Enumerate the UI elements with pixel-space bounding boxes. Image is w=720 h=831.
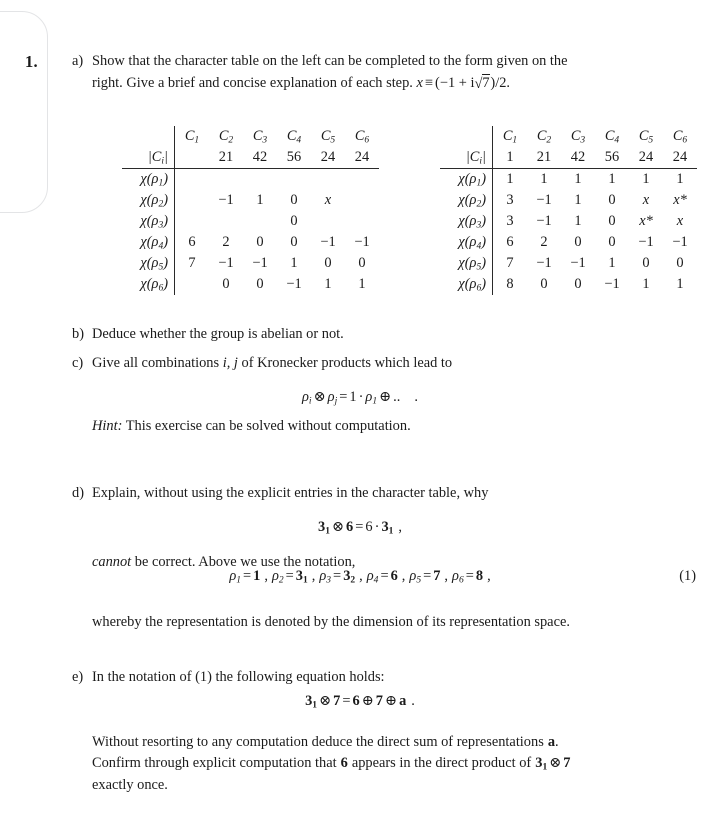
table-row-class-orders	[440, 147, 697, 169]
table-row	[122, 232, 379, 253]
part-c-text-pre: Give all combinations	[92, 355, 220, 371]
eq-e-period: .	[411, 693, 415, 709]
notation-value-6: 8	[475, 568, 484, 584]
left-row-label-6: $\chi(\rho_6)$	[122, 274, 175, 295]
left-cell-2-6	[345, 190, 379, 211]
x-def-close: )/2.	[490, 75, 511, 92]
part-a-line1: Show that the character table on the left can be completed to the form given on the	[92, 53, 568, 69]
left-cell-6-6: 1	[358, 275, 366, 292]
left-cell-6-4: −1	[286, 275, 302, 292]
left-row-label-3: $\chi(\rho_3)$	[122, 211, 175, 232]
part-c-body	[92, 354, 687, 373]
right-cell-6-5: 1	[642, 275, 650, 292]
right-cell-6-2: 0	[540, 275, 548, 292]
left-cell-6-5: 1	[324, 275, 332, 292]
cannot-emphasis: cannot	[92, 554, 132, 570]
left-row-label-1: $\chi(\rho_1)$	[122, 169, 175, 191]
otimes-icon: ⊗	[313, 389, 326, 405]
notation-sep-4: ,	[401, 568, 406, 584]
x-def-open: (−1 + i	[435, 75, 475, 92]
eq-e-rep7b: 7	[375, 693, 383, 709]
eq-e-rep6: 6	[352, 693, 360, 709]
eq-e-rep-a: a	[399, 693, 407, 709]
right-cell-1-2: 1	[540, 170, 548, 187]
left-cell-5-5: 0	[324, 254, 332, 271]
right-row-label-3: $\chi(\rho_3)$	[440, 211, 493, 232]
left-cell-4-6: −1	[354, 233, 370, 250]
right-cell-4-2: 2	[540, 233, 548, 250]
notation-eq-2: =	[285, 568, 294, 584]
left-cell-1-3	[243, 169, 277, 191]
closing-line1-post: .	[555, 734, 559, 750]
left-cell-4-4: 0	[290, 233, 298, 250]
class-header-right-c5: $C_5$	[638, 127, 654, 146]
notation-rho-6: $\rho_6$	[452, 568, 464, 586]
equation-kronecker-decomposition	[0, 388, 720, 407]
class-header-corner-right	[440, 126, 493, 147]
class-header-c1: $C_1$	[184, 127, 200, 146]
left-cell-5-4: 1	[290, 254, 298, 271]
right-cell-2-3: 1	[574, 191, 582, 208]
table-row	[122, 190, 379, 211]
left-cell-2-3: 1	[256, 191, 264, 208]
notation-eq-5: =	[423, 568, 432, 584]
closing-line-2	[92, 754, 687, 773]
notation-value-4: 6	[390, 568, 398, 584]
notation-eq-1: =	[243, 568, 252, 584]
variable-x: x	[416, 75, 423, 92]
table-row	[440, 190, 697, 211]
right-cell-3-1: 3	[506, 212, 514, 229]
left-row-label-4: $\chi(\rho_4)$	[122, 232, 175, 253]
equation-incorrect-kronecker	[0, 518, 720, 537]
left-cell-1-1	[175, 169, 210, 191]
class-order-label: $|C_i|$	[122, 147, 175, 169]
closing-block	[92, 733, 687, 795]
eq-d-rep6: 6	[346, 519, 354, 535]
left-cell-5-1: 7	[188, 254, 196, 271]
closing-line1-bold-a: a	[547, 734, 556, 750]
table-row	[440, 274, 697, 295]
table-row-class-orders	[122, 147, 379, 169]
class-header-c4: $C_4$	[286, 127, 302, 146]
left-cell-2-2: −1	[218, 191, 234, 208]
hint-text: This exercise can be solved without computation.	[125, 418, 411, 434]
hint-label: Hint:	[92, 418, 123, 434]
closing-line2-mid: appears in the direct product of	[351, 755, 532, 772]
right-cell-6-4: −1	[604, 275, 620, 292]
right-cell-1-1: 1	[506, 170, 514, 187]
equation-direct-sum	[0, 692, 720, 711]
left-cell-3-1	[175, 211, 210, 232]
eq-d-comma: ,	[398, 519, 402, 535]
notation-rho-4: $\rho_4$	[366, 568, 379, 586]
table-row	[440, 253, 697, 274]
eq-c-rho-1: $\rho_1$	[365, 389, 378, 407]
notation-rho-3: $\rho_3$	[319, 568, 332, 586]
class-header-right-c1: $C_1$	[502, 127, 518, 146]
incomplete-character-table	[122, 126, 379, 295]
right-order-c3: 42	[561, 147, 595, 169]
otimes-icon: ⊗	[319, 693, 332, 709]
equation-notation-definitions	[0, 567, 720, 586]
right-cell-3-2: −1	[536, 212, 552, 229]
left-cell-6-1	[175, 274, 210, 295]
left-cell-4-5: −1	[320, 233, 336, 250]
left-cell-3-3	[243, 211, 277, 232]
left-order-c3: 42	[243, 147, 277, 169]
right-order-c6: 24	[663, 147, 697, 169]
eq-c-rho-i: $\rho_i$	[302, 389, 312, 407]
class-header-right-c4: $C_4$	[604, 127, 620, 146]
oplus-icon: ⊕	[361, 693, 374, 709]
right-cell-4-3: 0	[574, 233, 582, 250]
right-order-c4: 56	[595, 147, 629, 169]
left-cell-1-4	[277, 169, 311, 191]
right-cell-4-4: 0	[608, 233, 616, 250]
left-order-c5: 24	[311, 147, 345, 169]
table-row	[122, 211, 379, 232]
sqrt-radical-icon: √	[474, 76, 483, 93]
left-order-c6: 24	[345, 147, 379, 169]
part-c-indices: i, j	[222, 355, 238, 371]
class-header-c5: $C_5$	[320, 127, 336, 146]
part-b-label: b)	[72, 326, 84, 342]
notation-rho-1: $\rho_1$	[229, 568, 241, 586]
notation-value-5: 7	[433, 568, 441, 584]
class-order-label-right: $|C_i|$	[440, 147, 493, 169]
cannot-rest: be correct. Above we use the notation,	[134, 554, 356, 570]
left-cell-2-1	[175, 190, 210, 211]
eq-c-rho-j: $\rho_j$	[327, 389, 338, 407]
part-e-label: e)	[72, 669, 84, 685]
notation-rho-5: $\rho_5$	[409, 568, 422, 586]
part-c-text-post: of Kronecker products which lead to	[241, 355, 453, 371]
notation-value-2: $3_1$	[295, 568, 308, 586]
right-cell-2-4: 0	[608, 191, 616, 208]
part-d-body: Explain, without using the explicit entries in the character table, why	[92, 485, 489, 501]
right-order-c5: 24	[629, 147, 663, 169]
closing-line2-pre: Confirm through explicit computation that	[92, 755, 337, 772]
table-row	[440, 211, 697, 232]
right-cell-5-6: 0	[676, 254, 684, 271]
closing-line-3: exactly once.	[92, 776, 168, 793]
right-order-c1: 1	[493, 147, 528, 169]
part-d-label: d)	[72, 485, 84, 501]
right-cell-2-2: −1	[536, 191, 552, 208]
right-cell-1-3: 1	[574, 170, 582, 187]
part-b	[72, 325, 687, 344]
oplus-icon: ⊕	[379, 389, 392, 405]
right-cell-1-6: 1	[676, 170, 684, 187]
part-d	[72, 484, 687, 503]
right-row-label-5: $\chi(\rho_5)$	[440, 253, 493, 274]
right-row-label-6: $\chi(\rho_6)$	[440, 274, 493, 295]
class-header-right-c2: $C_2$	[536, 127, 552, 146]
part-c	[72, 354, 687, 373]
right-cell-5-3: −1	[570, 254, 586, 271]
part-e	[72, 668, 687, 687]
left-cell-6-2: 0	[222, 275, 230, 292]
right-cell-4-1: 6	[506, 233, 514, 250]
otimes-icon: ⊗	[549, 755, 562, 772]
right-cell-6-3: 0	[574, 275, 582, 292]
notation-value-3: $3_2$	[343, 568, 356, 586]
left-row-label-2: $\chi(\rho_2)$	[122, 190, 175, 211]
class-header-right-c3: $C_3$	[570, 127, 586, 146]
eq-c-dot: ·	[358, 389, 364, 405]
left-cell-5-6: 0	[358, 254, 366, 271]
closing-line2-rep6: 6	[340, 755, 348, 772]
left-order-c1	[175, 147, 210, 169]
oplus-icon-2: ⊕	[385, 693, 398, 709]
sqrt-radicand: 7	[482, 75, 490, 92]
left-cell-3-4: 0	[290, 212, 298, 229]
right-cell-6-1: 8	[506, 275, 514, 292]
eq-c-coefficient: 1	[349, 389, 357, 405]
class-header-right-c6: $C_6$	[672, 127, 688, 146]
eq-d-equals: =	[355, 519, 364, 535]
notation-sep-5: ,	[444, 568, 449, 584]
table-row	[440, 169, 697, 191]
part-a	[72, 52, 687, 94]
left-cell-1-2	[209, 169, 243, 191]
left-order-c2: 21	[209, 147, 243, 169]
table-row	[122, 253, 379, 274]
right-cell-2-1: 3	[506, 191, 514, 208]
right-cell-5-5: 0	[642, 254, 650, 271]
left-cell-2-4: 0	[290, 191, 298, 208]
left-cell-4-2: 2	[222, 233, 230, 250]
table-row-class-headers	[122, 126, 379, 147]
right-cell-5-2: −1	[536, 254, 552, 271]
completed-character-table	[440, 126, 697, 295]
closing-line-1	[92, 733, 687, 752]
notation-value-1: 1	[253, 568, 261, 584]
right-cell-5-4: 1	[608, 254, 616, 271]
left-cell-3-5	[311, 211, 345, 232]
whereby-block: whereby the representation is denoted by the dimension of its representation space.	[92, 614, 570, 630]
left-cell-3-6	[345, 211, 379, 232]
right-cell-5-1: 7	[506, 254, 514, 271]
eq-e-rep3: $3_1$	[305, 693, 318, 711]
right-cell-1-4: 1	[608, 170, 616, 187]
right-cell-4-5: −1	[638, 233, 654, 250]
right-cell-4-6: −1	[672, 233, 688, 250]
table-row	[122, 169, 379, 191]
class-header-c2: $C_2$	[218, 127, 234, 146]
part-a-line2	[92, 74, 687, 93]
eq-c-ellipsis: ..	[393, 389, 401, 405]
notation-sep-1: ,	[264, 568, 268, 584]
eq-d-dot: ·	[374, 519, 380, 535]
left-cell-4-1: 6	[188, 233, 196, 250]
right-cell-2-6: x*	[673, 191, 687, 208]
eq-d-rhs-rep3: $3_1$	[381, 519, 394, 537]
left-cell-5-2: −1	[218, 254, 234, 271]
class-header-c6: $C_6$	[354, 127, 370, 146]
class-header-c3: $C_3$	[252, 127, 268, 146]
part-a-line2-text: right. Give a brief and concise explanation of each step.	[92, 75, 413, 92]
right-cell-3-3: 1	[574, 212, 582, 229]
table-row	[122, 274, 379, 295]
notation-sep-3: ,	[359, 568, 363, 584]
right-cell-6-6: 1	[676, 275, 684, 292]
closing-line1-pre: Without resorting to any computation deduce the direct sum of representations	[92, 734, 544, 750]
left-cell-1-5	[311, 169, 345, 191]
right-row-label-1: $\chi(\rho_1)$	[440, 169, 493, 191]
class-header-corner	[122, 126, 175, 147]
eq-c-equals: =	[339, 389, 348, 405]
closing-line2-rep3: $3_1$	[535, 755, 548, 774]
right-cell-3-4: 0	[608, 212, 616, 229]
eq-c-period: .	[414, 389, 418, 405]
left-cell-6-3: 0	[256, 275, 264, 292]
left-order-c4: 56	[277, 147, 311, 169]
right-order-c2: 21	[527, 147, 561, 169]
eq-e-equals: =	[342, 693, 351, 709]
part-c-label: c)	[72, 355, 84, 371]
right-row-label-2: $\chi(\rho_2)$	[440, 190, 493, 211]
part-a-body	[92, 52, 687, 94]
left-cell-5-3: −1	[252, 254, 268, 271]
otimes-icon: ⊗	[331, 519, 345, 535]
right-cell-2-5: x	[642, 191, 650, 208]
right-cell-1-5: 1	[642, 170, 650, 187]
notation-trailing: ,	[487, 568, 491, 584]
equation-number-1: (1)	[679, 568, 696, 584]
notation-eq-3: =	[333, 568, 342, 584]
table-row	[440, 232, 697, 253]
notation-rho-2: $\rho_2$	[271, 568, 284, 586]
right-row-label-4: $\chi(\rho_4)$	[440, 232, 493, 253]
eq-e-rep7: 7	[333, 693, 341, 709]
left-cell-1-6	[345, 169, 379, 191]
part-e-body: In the notation of (1) the following equation holds:	[92, 669, 385, 685]
part-b-body: Deduce whether the group is abelian or not.	[92, 326, 344, 342]
notation-eq-6: =	[465, 568, 474, 584]
sqrt-seven	[474, 75, 490, 91]
notation-sep-2: ,	[311, 568, 316, 584]
left-cell-2-5: x	[324, 191, 332, 208]
notation-eq-4: =	[380, 568, 389, 584]
eq-d-rep3: $3_1$	[318, 519, 330, 537]
part-a-label: a)	[72, 53, 84, 69]
right-cell-3-5: x*	[639, 212, 653, 229]
eq-d-coeff6: 6	[365, 519, 373, 535]
table-row-class-headers	[440, 126, 697, 147]
problem-number: 1.	[25, 52, 38, 71]
hint-block	[92, 417, 687, 436]
left-cell-3-2	[209, 211, 243, 232]
left-row-label-5: $\chi(\rho_5)$	[122, 253, 175, 274]
left-cell-4-3: 0	[256, 233, 264, 250]
equiv-sign: ≡	[424, 75, 434, 92]
closing-line2-rep7: 7	[563, 755, 571, 772]
right-cell-3-6: x	[676, 212, 684, 229]
